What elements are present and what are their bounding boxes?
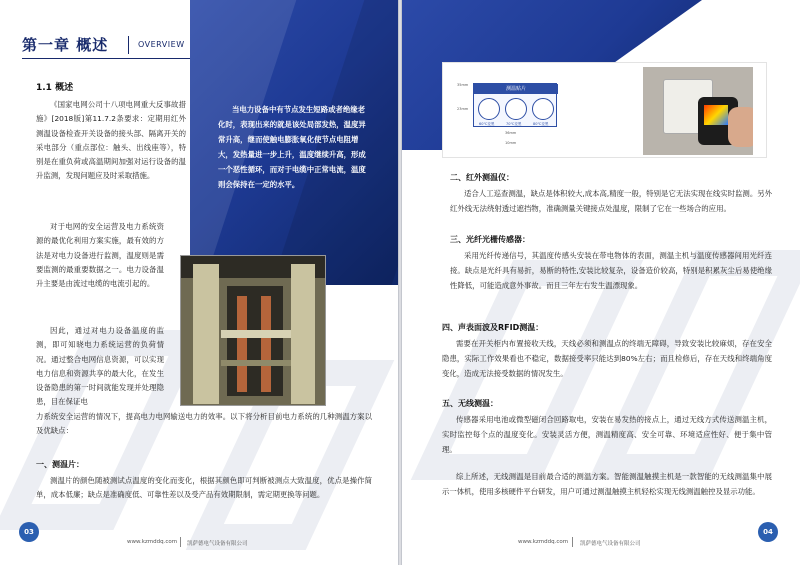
sticker-label: 70℃变黑: [506, 122, 522, 126]
dimension-label: 36mm: [505, 131, 517, 135]
paragraph-integration: 因此，通过对电力设备温度的监测，即可知晓电力系统运营的负荷情况。通过整合电网信息资源，可以实现电力信息和资源共享的最大化，在发生设备隐患的第一时间就能发现并处理隐患，目在保证电: [36, 326, 164, 407]
footer-company: 凯萨德电气设备有限公司: [187, 541, 248, 547]
sticker-label: 60℃变黑: [479, 122, 495, 126]
temperature-sticker: [473, 83, 557, 127]
dimension-label: 35mm: [457, 83, 469, 87]
paragraph-integration-continued: 力系统安全运营的情况下，提高电力电网输送电力的效率。以下将分析目前电力系统的几种测温方案以及优缺点：: [36, 412, 372, 436]
paragraph-conclusion: 综上所述，无线测温是目前最合适的测温方案。智能测温触摸主机是一款智能的无线测温集中展示一体机，使用多核硬件平台研发，用户可通过测温触摸主机轻松实现无线测温触控及显示功能。: [442, 472, 772, 496]
footer-separator: [572, 537, 573, 547]
dimension-label: 10mm: [505, 141, 517, 145]
product-illustration: [442, 62, 767, 158]
infrared-thermometer-photo: [643, 67, 753, 155]
sticker-label: 80℃变黑: [533, 122, 549, 126]
title-separator: [128, 36, 129, 54]
paragraph-infrared: 适合人工巡查测温，缺点是体积较大,成本高,精度一般，特别是它无法实现在线实时监测。另外红外线无法绕射透过遮挡物，准确测量关键接点处温度，限制了它在一些场合的应用。: [450, 189, 772, 213]
subheading-wireless: 五、无线测温：: [442, 399, 498, 408]
paragraph-temperature-strip: 测温片的颜色随被测试点温度的变化而变化，根据其颜色即可判断被测点大致温度，优点是操作简单，成本低廉；缺点是准确度低、可靠性差以及受产品有效期限制，需定期更换等问题。: [36, 476, 372, 500]
subheading-infrared: 二、红外测温仪：: [450, 173, 514, 182]
sticker-title: 测温贴片: [474, 84, 558, 94]
right-page: [402, 0, 800, 565]
indicator-dot: [532, 98, 554, 120]
subheading-fiber-grating: 三、光纤光栅传感器：: [450, 235, 530, 244]
blue-panel-text: 当电力设备中有节点发生短路或者绝缘老化时，表现出来的就是该处局部发热，温度异常升高，继而使触电膨胀氧化使节点电阻增大，发热量进一步上升，温度继续升高，形成一个恶性循环，而对于电缆中正常电流，温度则会保持在一定的水平。: [218, 105, 366, 189]
page-number: 04: [758, 522, 778, 542]
dimension-label: 23mm: [457, 107, 469, 111]
paragraph-monitoring: 对于电网的安全运营及电力系统资源的最优化利用方案实施，最有效的方法是对电力设备进行监测，温度则是需要监测的最重要数据之一。电力设备温升主要是由流过电缆的电流引起的。: [36, 222, 164, 289]
paragraph-saw-rfid: 需要在开关柜内布置接收天线，天线必须和测温点的终端无障碍，导致安装比较麻烦，存在安全隐患，实际工作效果看也不稳定，数据接受率只能达到80%左右；而且检修后，存在天线和终端角度变化，造成无法接受数据的情况发生。: [442, 339, 772, 378]
paragraph-wireless: 传感器采用电池或微型磁闭合回路取电，安装在易发热的接点上，通过无线方式传送测温主机，实时监控每个点的温度变化。安装灵活方便，测温精度高、安全可靠、环境适应性好、便于集中管理。: [442, 415, 772, 454]
chapter-title: 第一章 概述: [22, 36, 109, 54]
indicator-dot: [478, 98, 500, 120]
footer-url: www.kzmddq.com: [127, 539, 178, 545]
subheading-saw-rfid: 四、声表面波及RFID测温：: [442, 323, 544, 332]
overview-label: OVERVIEW: [138, 40, 185, 49]
switchgear-photo: [180, 255, 326, 406]
footer-company: 凯萨德电气设备有限公司: [580, 541, 641, 547]
subheading-temperature-strip: 一、测温片：: [36, 460, 84, 469]
footer-separator: [180, 537, 181, 547]
footer-url: www.kzmddq.com: [518, 539, 569, 545]
page-number: 03: [19, 522, 39, 542]
paragraph-regulation: 《国家电网公司十八项电网重大反事故措施》[2018版]第11.7.2条要求：定期用红外测温设备检查开关设备的接头部、隔离开关的采电部分（重点部位：触头、出线座等），特别是在重负荷或高温期间加强对运行设备的温升监测，发现问题应及时采取措施。: [36, 100, 186, 181]
paragraph-fiber-grating: 采用光纤传递信号，其温度传感头安装在带电物体的表面，测温主机与温度传感器间用光纤连接。缺点是光纤具有易折，易断的特性,安装比较复杂，设备造价较高，特别是积累灰尘后易使绝缘性降低，可能造成意外事故。而且三年左右发生温漂现象。: [450, 251, 772, 290]
left-page: [0, 0, 398, 565]
section-title: 1.1 概述: [36, 83, 74, 93]
indicator-dot: [505, 98, 527, 120]
header-underline: [22, 58, 190, 59]
